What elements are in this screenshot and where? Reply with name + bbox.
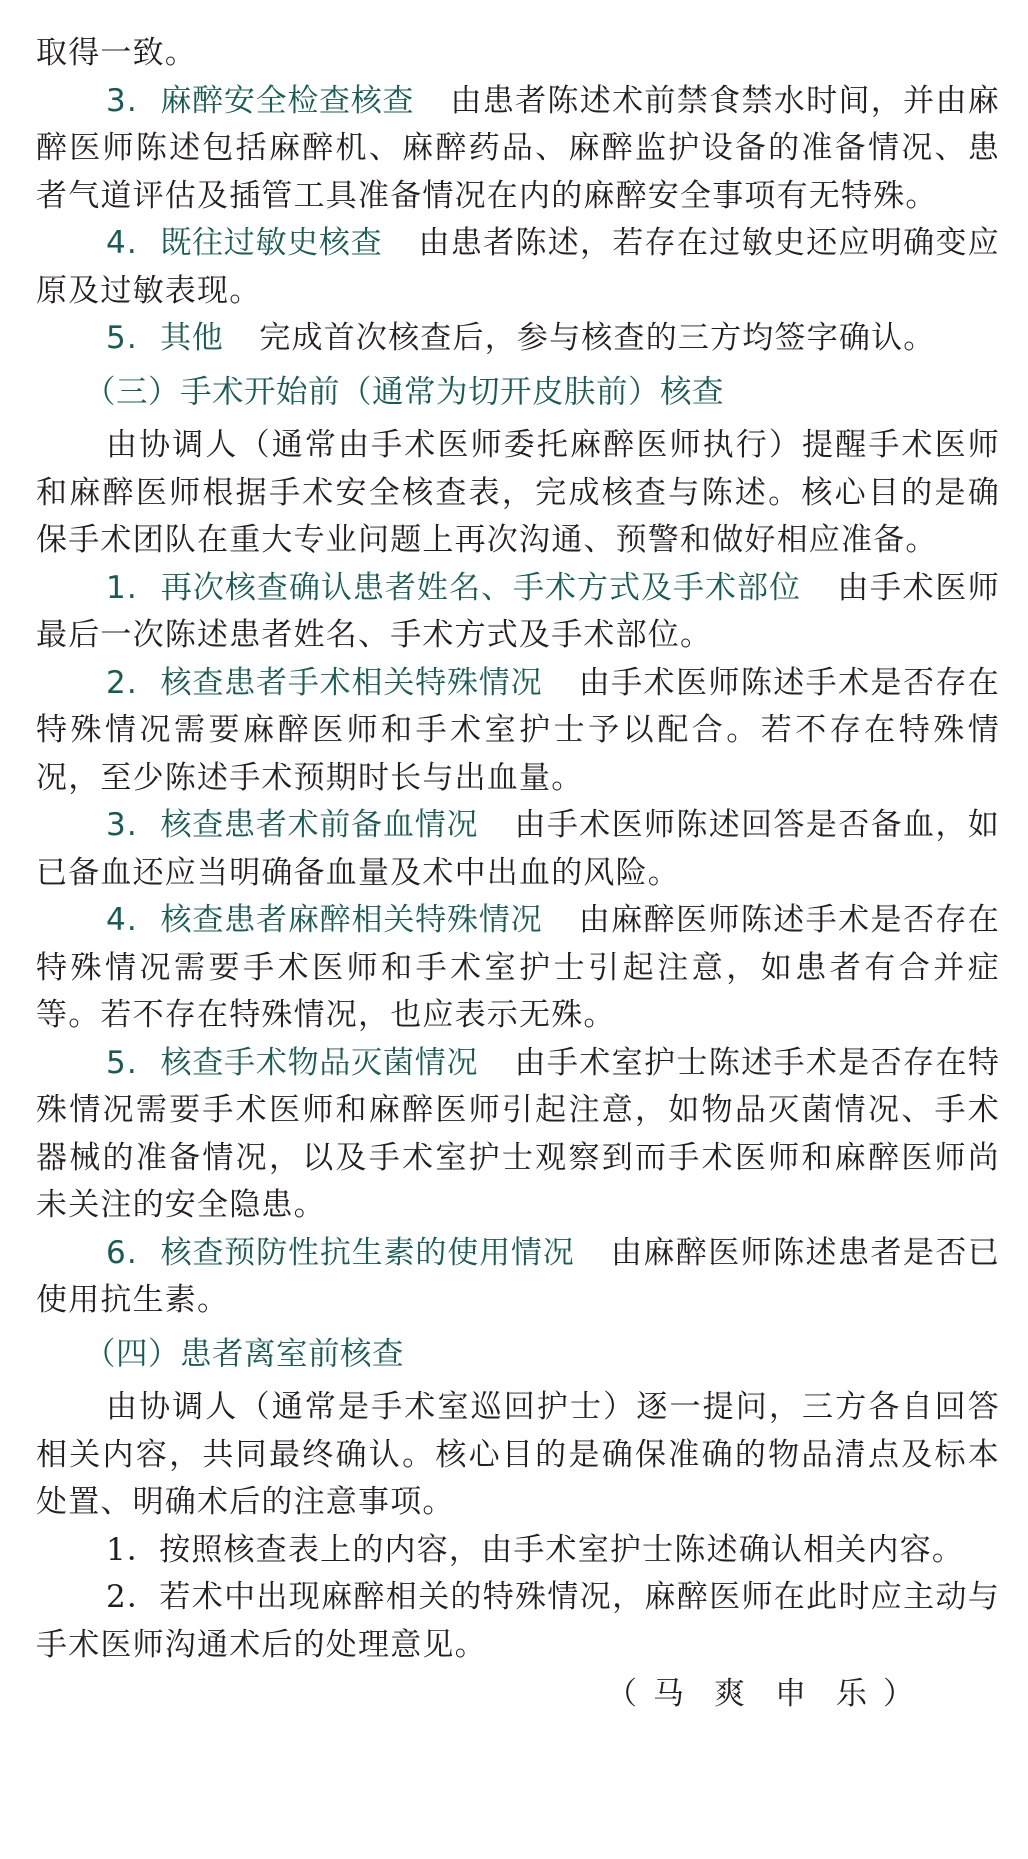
item-number: 5.	[106, 1044, 138, 1081]
author-name-char: 马	[653, 1676, 686, 1712]
item-text: 由麻醉医师陈述患者是否已使用抗生素。	[36, 1234, 1000, 1318]
document-page	[36, 30, 1000, 1719]
author-name-char: 爽	[714, 1676, 747, 1712]
author-name-char: 申	[775, 1676, 808, 1712]
item-number: 2.	[106, 664, 138, 701]
item-text: 由麻醉医师陈述手术是否存在特殊情况需要手术医师和手术室护士引起注意，如患者有合并症等。若不存在特殊情况，也应表示无殊。	[36, 902, 1001, 1033]
item-number: 1.	[106, 569, 138, 606]
item-anesthesia-safety-check	[36, 78, 1000, 221]
author-paren-open: （	[606, 1676, 639, 1712]
item-number: 3.	[106, 807, 138, 843]
item-number: 6.	[106, 1234, 138, 1271]
author-paren-close: ）	[883, 1676, 916, 1712]
paragraph-intro-3: 由协调人（通常由手术医师委托麻醉医师执行）提醒手术医师和麻醉医师根据手术安全核查表，完成核查与陈述。核心目的是确保手术团队在重大专业问题上再次沟通、预警和做好相应准备。	[36, 427, 1000, 558]
item-blood-prep	[36, 802, 1000, 897]
author-attribution	[36, 1671, 1000, 1719]
item-text: 由患者陈述，若存在过敏史还应明确变应原及过敏表现。	[36, 225, 1001, 309]
section-heading-4: （四）患者离室前核查	[84, 1335, 405, 1372]
item-term: 既往过敏史核查	[160, 225, 383, 261]
item-text: 由手术医师陈述回答是否备血，如已备血还应当明确备血量及术中出血的风险。	[36, 807, 1001, 891]
item-text: 由手术医师最后一次陈述患者姓名、手术方式及手术部位。	[36, 569, 1001, 653]
item-text: 由手术室护士陈述手术是否存在特殊情况需要手术医师和麻醉医师引起注意，如物品灭菌情况、手术器械的准备情况，以及手术室护士观察到而手术医师和麻醉医师尚未关注的安全隐患。	[36, 1044, 1001, 1223]
item-number: 4.	[106, 902, 138, 938]
item-term: 核查患者麻醉相关特殊情况	[160, 902, 543, 938]
item-number: 4.	[106, 225, 138, 261]
item-sterilization	[36, 1040, 1000, 1230]
item-number: 3.	[106, 82, 138, 119]
item-allergy-history-check	[36, 220, 1000, 315]
item-term: 再次核查确认患者姓名、手术方式及手术部位	[160, 569, 801, 606]
item-term: 核查患者术前备血情况	[160, 807, 479, 843]
item-term: 其他	[160, 320, 224, 356]
item-surgery-special	[36, 660, 1000, 803]
item-term: 麻醉安全检查核查	[160, 82, 415, 119]
section-heading-3: （三）手术开始前（通常为切开皮肤前）核查	[84, 373, 725, 410]
paragraph-step-2: 2．若术中出现麻醉相关的特殊情况，麻醉医师在此时应主动与手术医师沟通术后的处理意见。	[36, 1579, 1000, 1663]
item-anesthesia-special	[36, 897, 1000, 1040]
item-term: 核查预防性抗生素的使用情况	[160, 1234, 575, 1271]
item-text: 由手术医师陈述手术是否存在特殊情况需要麻醉医师和手术室护士予以配合。若不存在特殊情况，至少陈述手术预期时长与出血量。	[36, 664, 1001, 796]
item-text: 由患者陈述术前禁食禁水时间，并由麻醉医师陈述包括麻醉机、麻醉药品、麻醉监护设备的准备情况、患者气道评估及插管工具准备情况在内的麻醉安全事项有无特殊。	[36, 82, 1001, 214]
item-term: 核查患者手术相关特殊情况	[160, 664, 543, 701]
paragraph-intro-4: 由协调人（通常是手术室巡回护士）逐一提问，三方各自回答相关内容，共同最终确认。核心目的是确保准确的物品清点及标本处置、明确术后的注意事项。	[36, 1389, 1000, 1520]
paragraph-step-1: 1．按照核查表上的内容，由手术室护士陈述确认相关内容。	[106, 1531, 965, 1568]
author-name-char: 乐	[836, 1676, 869, 1712]
item-number: 5.	[106, 320, 138, 356]
item-antibiotics	[36, 1230, 1000, 1325]
item-text: 完成首次核查后，参与核查的三方均签字确认。	[259, 320, 936, 356]
item-reconfirm-patient	[36, 565, 1000, 660]
item-term: 核查手术物品灭菌情况	[160, 1044, 479, 1081]
item-other	[36, 315, 1000, 363]
paragraph-continuation: 取得一致。	[36, 35, 197, 71]
